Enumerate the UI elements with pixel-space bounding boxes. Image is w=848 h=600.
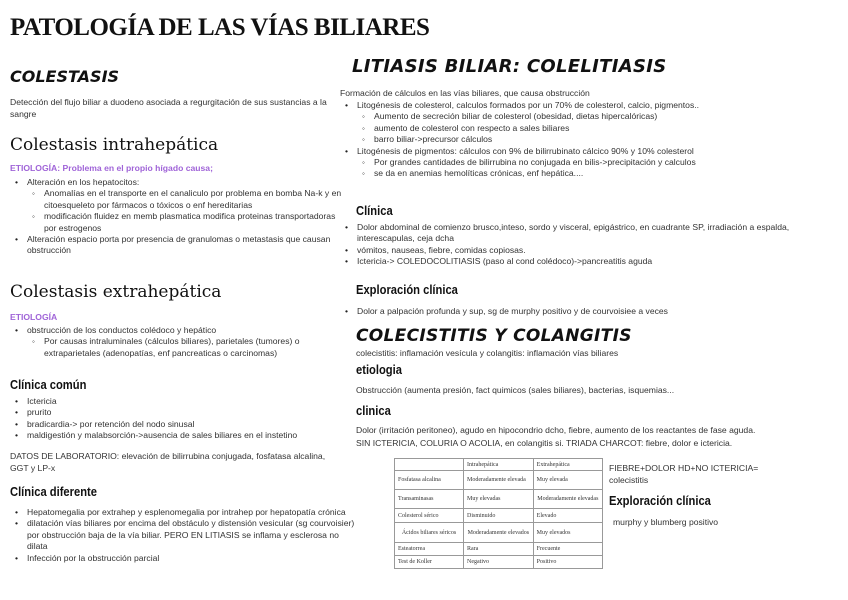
list-item: • obstrucción de los conductos colédoco y hepático (10, 325, 348, 336)
litiasis-list (340, 100, 840, 180)
list-item: ◦ Anomalías en el transporte en el canaliculo por problema en bomba Na-k y en citoesqueleto por fármacos o tóxicos o enf hereditarias (10, 188, 348, 211)
list-item: • dilatación vías biliares por encima del obstáculo y distensión vesicular (sg courvoisier) por obstrucción baja de la vía biliar. PERO EN LITIASIS se inflama y esclerosa no dilata (10, 518, 355, 552)
table-cell: Disminuido (464, 509, 534, 523)
table-cell: Colesterol sérico (395, 509, 464, 523)
litiasis-heading: LITIASIS BILIAR: COLELITIASIS (352, 56, 667, 77)
lab-comparison-table (394, 458, 603, 569)
list-item: • prurito (10, 407, 355, 418)
exploracion-heading: Exploración clínica (356, 282, 458, 297)
list-item: • Litogénesis de pigmentos: cálculos con 9% de bilirrubinato cálcico 90% y 10% colesterol (340, 146, 840, 157)
side-exploracion-heading: Exploración clínica (609, 493, 711, 508)
list-item: ◦ Por grandes cantidades de bilirrubina no conjugada en bilis->precipitación y calculos (340, 157, 840, 168)
table-cell: Ácidos biliares séricos (395, 523, 464, 543)
clinica-heading: Clínica (356, 203, 393, 218)
clinica-list (340, 222, 838, 268)
table-cell: Negativo (464, 556, 534, 569)
litiasis-intro: Formación de cálculos en las vías biliares, que causa obstrucción (340, 88, 590, 98)
clinica-colecistitis-line2: SIN ICTERICIA, COLURIA O ACOLIA, en colangitis si. TRIADA CHARCOT: fiebre, dolor e ictericia. (356, 438, 733, 448)
side-note-line1: FIEBRE+DOLOR HD+NO ICTERICIA= (609, 463, 759, 473)
list-item: ◦ Aumento de secreción biliar de colesterol (obesidad, dietas hipercalóricas) (340, 111, 840, 122)
side-exploracion-text: murphy y blumberg positivo (613, 517, 719, 527)
colecistitis-intro: colecistitis: inflamación vesícula y colangitis: inflamación vías biliares (356, 348, 619, 358)
list-item: ◦ modificación fluidez en memb plasmatica modifica proteinas transportadoras por estrogenos (10, 211, 348, 234)
page-title: PATOLOGÍA DE LAS VÍAS BILIARES (10, 14, 430, 41)
list-item: • Alteración espacio porta por presencia de granulomas o metastasis que causan obstrucción (10, 234, 348, 257)
table-cell: Esteatorrea (395, 543, 464, 556)
clinica-diferente-list (10, 507, 355, 564)
table-header: Intrahepática (464, 459, 534, 471)
table-cell: Moderadamente elevados (464, 523, 534, 543)
table-cell: Frecuente (533, 543, 602, 556)
list-item: • Infección por la obstrucción parcial (10, 553, 355, 564)
extrahepatica-heading: Colestasis extrahepática (10, 282, 222, 302)
colecistitis-heading: COLECISTITIS Y COLANGITIS (356, 326, 632, 346)
list-item: • Dolor abdominal de comienzo brusco,inteso, sordo y visceral, epigástrico, en cuadrante SP, irradiación a espalda, interescapulas, ceja dcha (340, 222, 838, 245)
intrahepatica-etiology-label: ETIOLOGÍA: Problema en el propio hígado causa; (10, 163, 213, 173)
list-item: • Alteración en los hepatocitos: (10, 177, 348, 188)
clinica-comun-heading: Clínica común (10, 377, 87, 392)
extrahepatica-list (10, 325, 348, 359)
list-item: ◦ Por causas intraluminales (cálculos biliares), parietales (tumores) o extraparietales (adenopatías, enf pancreaticas o carcinomas) (10, 336, 348, 359)
list-item: • Ictericia-> COLEDOCOLITIASIS (paso al cond colédoco)->pancreatitis aguda (340, 256, 838, 267)
list-item: • Litogénesis de colesterol, calculos formados por un 70% de colesterol, calcio, pigmentos.. (340, 100, 840, 111)
table-cell: Transaminasas (395, 490, 464, 509)
clinica-colecistitis-line1: Dolor (irritación peritoneo), agudo en hipocondrio dcho, fiebre, aumento de los reactantes de fase aguda. (356, 425, 756, 435)
list-item: • vómitos, nauseas, fiebre, comidas copiosas. (340, 245, 838, 256)
list-item: ◦ se da en anemias hemolíticas crónicas, enf hepática.... (340, 168, 840, 179)
table-cell: Muy elevados (533, 523, 602, 543)
table-header: Extrahepática (533, 459, 602, 471)
etiologia-heading: etiologia (356, 362, 402, 377)
list-item: • Dolor a palpación profunda y sup, sg de murphy positivo y de courvoisiee a veces (340, 306, 838, 317)
table-cell: Muy elevada (533, 471, 602, 490)
lab-data-text: DATOS DE LABORATORIO: elevación de bilirrubina conjugada, fosfatasa alcalina, GGT y LP-x (10, 451, 326, 473)
clinica-colecistitis-heading: clinica (356, 403, 391, 418)
clinica-diferente-heading: Clínica diferente (10, 484, 97, 499)
table-cell: Rara (464, 543, 534, 556)
table-cell: Elevado (533, 509, 602, 523)
side-note-line2: colecistitis (609, 475, 649, 485)
list-item: • Ictericia (10, 396, 355, 407)
table-cell: Positivo (533, 556, 602, 569)
list-item: ◦ barro biliar->precursor cálculos (340, 134, 840, 145)
colestasis-definition: Detección del flujo biliar a duodeno asociada a regurgitación de sus sustancias a la sangre (10, 97, 327, 119)
table-cell: Moderadamente elevada (464, 471, 534, 490)
table-cell: Test de Koller (395, 556, 464, 569)
table-header (395, 459, 464, 471)
etiologia-text: Obstrucción (aumenta presión, fact quimicos (sales biliares), bacterias, isquemias... (356, 385, 675, 395)
table-cell: Muy elevadas (464, 490, 534, 509)
intrahepatica-heading: Colestasis intrahepática (10, 135, 219, 155)
list-item: • bradicardia-> por retención del nodo sinusal (10, 419, 355, 430)
table-cell: Moderadamente elevadas (533, 490, 602, 509)
intrahepatica-list (10, 177, 348, 257)
extrahepatica-etiology-label: ETIOLOGÍA (10, 312, 58, 322)
list-item: • maldigestión y malabsorción->ausencia de sales biliares en el instetino (10, 430, 355, 441)
exploracion-list (340, 306, 838, 317)
colestasis-heading: COLESTASIS (10, 67, 120, 86)
list-item: • Hepatomegalia por extrahep y esplenomegalia por intrahep por hepatopatía crónica (10, 507, 355, 518)
list-item: ◦ aumento de colesterol con respecto a sales biliares (340, 123, 840, 134)
clinica-comun-list (10, 396, 355, 442)
table-cell: Fosfatasa alcalina (395, 471, 464, 490)
